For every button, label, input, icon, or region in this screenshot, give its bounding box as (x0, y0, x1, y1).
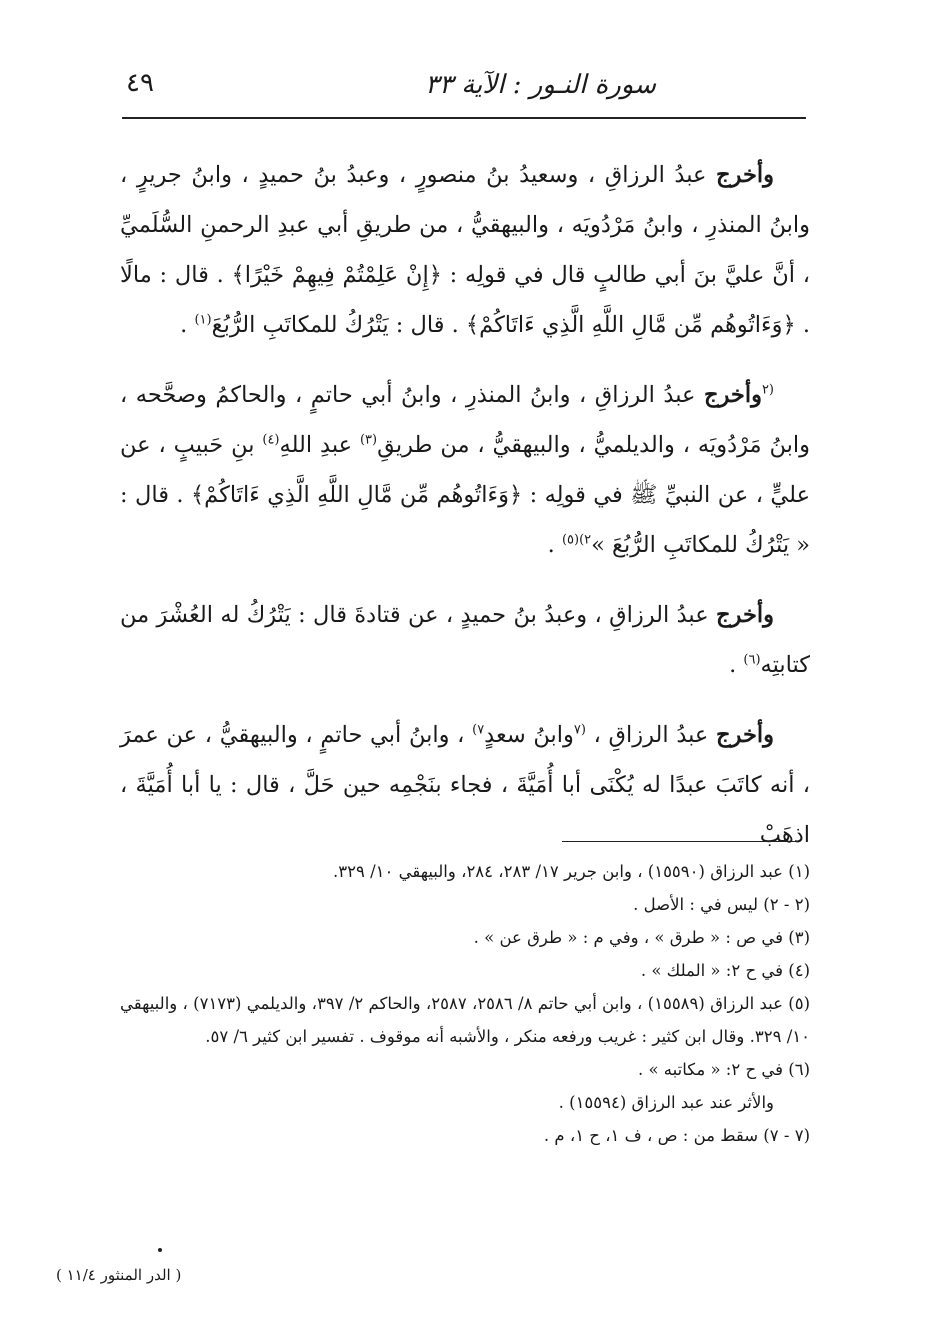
footnotes (120, 855, 810, 1152)
running-header (122, 60, 806, 116)
footnote-marker: (٤) (262, 432, 280, 448)
paragraph-text: عبدُ الرزاقِ ، وعبدُ بنُ حميدٍ ، عن قتادةَ قال : يَتْرُكُ له العُشْرَ من كتابتِه (120, 602, 810, 678)
paragraph-lead: وأخرج (716, 602, 774, 628)
footnote-marker: ٧) (472, 722, 485, 738)
paragraph-2 (120, 370, 810, 570)
footnote-5: (٥) عبد الرزاق (١٥٥٨٩) ، وابن أبي حاتم ٨/ ٢٥٨٦، ٢٥٨٧، والحاكم ٢/ ٣٩٧، والديلمي (٧١٧٣) ، والبيهقي ١٠/ ٣٢٩. وقال ابن كثير : غريب ورفعه منكر ، والأشبه أنه موقوف . تفسير ابن كثير ٦/ ٥٧. (120, 994, 810, 1046)
footnote-marker: ٢)(٥) (561, 532, 592, 548)
footnote-4: (٤) في ح ٢: « الملك » . (640, 961, 810, 980)
paragraph-1 (120, 150, 810, 350)
paragraph-text: عبدُ الرزاقِ ، وابنُ المنذرِ ، وابنُ أبي حاتمٍ ، والحاكمُ وصحَّحه ، وابنُ مَرْدُويَه ، والديلميُّ ، والبيهقيُّ ، من طريقِ (120, 382, 811, 458)
footnote-6: (٦) في ح ٢: « مكاتبه » . (637, 1060, 810, 1079)
paragraph-text: . قال : « يَتْرُكُ للمكاتَبِ الرُّبُعَ » (120, 482, 810, 558)
page-number: ٤٩ (126, 68, 154, 98)
paragraph-text: بنِ حَبيبٍ ، عن عليٍّ ، عن النبيِّ ﷺ في قولِه : (120, 432, 811, 508)
paragraph-text: . قال : يَتْرُكُ للمكاتَبِ الرُّبُعَ (211, 312, 466, 338)
footnote-marker: (٧ (573, 722, 586, 738)
footnote-6-note: والأثر عند عبد الرزاق (١٥٥٩٤) . (558, 1093, 774, 1112)
surah-title: سورة النـور : الآية ٣٣ (425, 70, 656, 100)
paragraph-text: وابنُ سعدٍ (484, 722, 574, 748)
paragraph-4 (120, 710, 810, 860)
footnote-marker: (١) (194, 312, 212, 328)
paragraph-end: . (180, 312, 195, 338)
footnote-divider (562, 841, 798, 842)
paragraph-text: عبدُ الرزاقِ ، (585, 722, 717, 748)
paragraph-lead: وأخرج (703, 382, 762, 408)
quran-quote: ﴿وَءَاتُوهُم مِّن مَّالِ اللَّهِ الَّذِي ءَاتَاكُمْ﴾ (190, 482, 523, 508)
quran-quote: ﴿وَءَاتُوهُم مِّن مَّالِ اللَّهِ الَّذِي ءَاتَاكُمْ﴾ (465, 312, 796, 338)
paragraph-end: . (547, 532, 562, 558)
footnote-1: (١) عبد الرزاق (١٥٥٩٠) ، وابن جرير ١٧/ ٢٨٣، ٢٨٤، والبيهقي ١٠/ ٣٢٩. (332, 862, 810, 881)
footnote-3: (٣) في ص : « طرق » ، وفي م : « طرق عن » . (473, 928, 810, 947)
quran-quote: ﴿إِنْ عَلِمْتُمْ فِيهِمْ خَيْرًا﴾ (231, 262, 442, 288)
header-divider (122, 117, 806, 119)
paragraph-3 (120, 590, 810, 690)
paragraph-text: عبدِ اللهِ (279, 432, 360, 458)
footnote-marker: (٦) (743, 652, 761, 668)
paragraph-lead: وأخرج (716, 722, 774, 748)
bottom-dot (158, 1248, 162, 1252)
footnote-7: (٧ - ٧) سقط من : ص ، ف ١، ح ١، م . (543, 1126, 810, 1145)
paragraph-text: عبدُ الرزاقِ ، وسعيدُ بنُ منصورٍ ، وعبدُ بنُ حميدٍ ، وابنُ جريرٍ ، وابنُ المنذرِ ، وابنُ مَرْدُويَه ، والبيهقيُّ ، من طريقِ أبي عبدِ الرحمنِ السُّلَميِّ ، أنَّ عليَّ بنَ أبي طالبٍ قال في قولِه : (120, 162, 811, 288)
paragraph-text: ، وابنُ أبي حاتمٍ ، والبيهقيُّ ، عن عمرَ ، أنه كاتَبَ عبدًا له يُكْنَى أبا أُمَيَّةَ ، فجاء بنَجْمِه حين حَلَّ ، قال : يا أبا أُمَيَّةَ ، اذهَبْ (120, 722, 810, 848)
paragraph-text: . قال : مالًا . (120, 262, 810, 338)
footnote-marker: (٢ (761, 382, 774, 398)
main-text (120, 150, 810, 880)
footnote-marker: (٣) (359, 432, 378, 448)
paragraph-lead: وأخرج (716, 162, 774, 188)
paragraph-end: . (729, 652, 744, 678)
footnote-2: (٢ - ٢) ليس في : الأصل . (633, 895, 810, 914)
source-reference: ( الدر المنثور ١١/٤ ) (56, 1266, 182, 1284)
